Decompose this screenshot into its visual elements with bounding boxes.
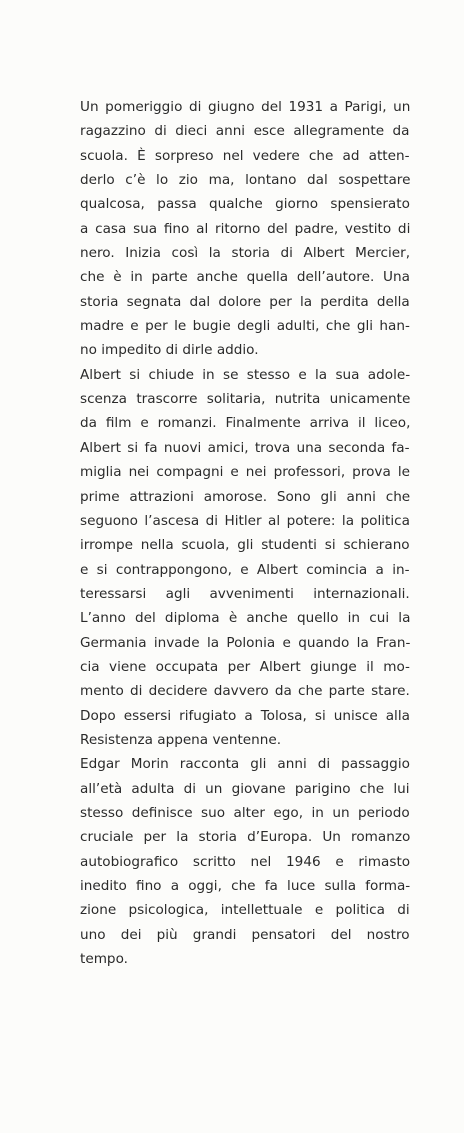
text-line: da film e romanzi. Finalmente arriva il liceo, xyxy=(80,415,411,432)
text-line: no impedito di dirle addio. xyxy=(80,342,259,359)
text-line: autobiografico scritto nel 1946 e rimasto xyxy=(80,853,411,870)
text-line: scenza trascorre solitaria, nutrita unicamente xyxy=(80,391,411,408)
synopsis-text xyxy=(80,95,410,971)
paragraph-3 xyxy=(80,752,410,971)
text-line: a casa sua fino al ritorno del padre, vestito di xyxy=(80,220,411,237)
paragraph-1 xyxy=(80,95,410,363)
text-line: miglia nei compagni e nei professori, prova le xyxy=(80,464,410,481)
text-line: scuola. È sorpreso nel vedere che ad atten- xyxy=(80,147,410,164)
text-line: storia segnata dal dolore per la perdita della xyxy=(80,293,410,310)
text-line: Edgar Morin racconta gli anni di passaggio xyxy=(80,756,410,773)
text-line: mento di decidere davvero da che parte stare. xyxy=(80,683,410,700)
text-line: madre e per le bugie degli adulti, che gli han- xyxy=(80,318,410,335)
text-line: prime attrazioni amorose. Sono gli anni che xyxy=(80,488,411,505)
text-line: Albert si chiude in se stesso e la sua adole- xyxy=(80,366,411,383)
text-line: irrompe nella scuola, gli studenti si schierano xyxy=(80,537,410,554)
text-line: zione psicologica, intellettuale e politica di xyxy=(80,902,410,919)
text-line: Un pomeriggio di giugno del 1931 a Parigi, un xyxy=(80,99,411,115)
text-line: tempo. xyxy=(80,951,128,968)
text-line: cruciale per la storia d’Europa. Un romanzo xyxy=(80,829,411,846)
text-line: ragazzino di dieci anni esce allegramente da xyxy=(80,123,410,140)
text-line: inedito fino a oggi, che fa luce sulla forma- xyxy=(80,878,411,894)
text-line: uno dei più grandi pensatori del nostro xyxy=(80,926,410,943)
text-line: qualcosa, passa qualche giorno spensierato xyxy=(80,196,410,213)
text-line: stesso definisce suo alter ego, in un periodo xyxy=(80,804,410,821)
text-line: che è in parte anche quella dell’autore. Una xyxy=(80,269,410,286)
text-line: e si contrappongono, e Albert comincia a in- xyxy=(80,561,410,578)
text-line: teressarsi agli avvenimenti internazionali. xyxy=(80,585,410,602)
text-line: all’età adulta di un giovane parigino che lui xyxy=(80,780,410,797)
text-line: derlo c’è lo zio ma, lontano dal sospettare xyxy=(80,172,411,189)
text-line: seguono l’ascesa di Hitler al potere: la politica xyxy=(80,512,410,529)
text-line: Germania invade la Polonia e quando la Fran- xyxy=(80,634,411,651)
paragraph-2 xyxy=(80,363,410,753)
text-line: Resistenza appena ventenne. xyxy=(80,731,282,748)
text-line: Albert si fa nuovi amici, trova una seconda fa- xyxy=(80,439,410,456)
text-line: L’anno del diploma è anche quello in cui la xyxy=(80,610,411,627)
text-line: cia viene occupata per Albert giunge il mo- xyxy=(80,658,410,675)
text-line: nero. Inizia così la storia di Albert Mercier, xyxy=(80,245,411,262)
text-line: Dopo essersi rifugiato a Tolosa, si unisce alla xyxy=(80,707,410,724)
